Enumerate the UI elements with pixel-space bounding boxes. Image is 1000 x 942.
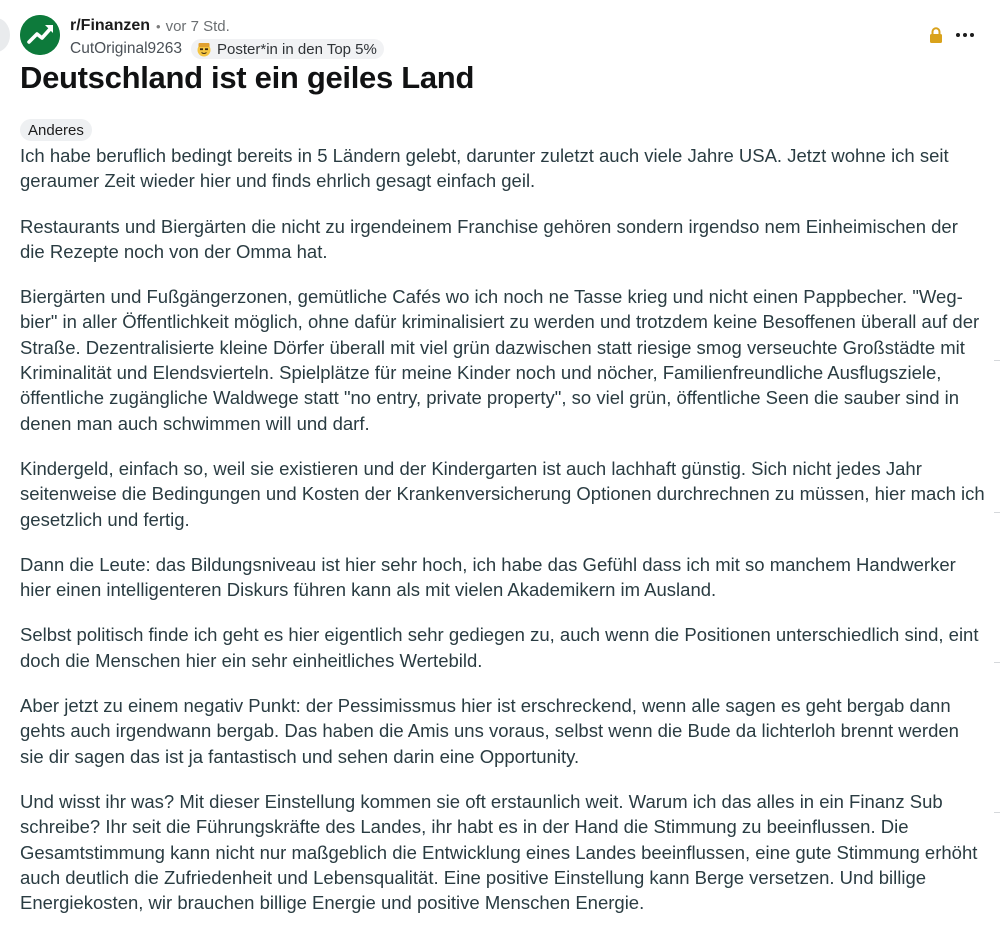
author-link[interactable]: CutOriginal9263 <box>70 40 183 57</box>
post-paragraph: Ich habe beruflich bedingt bereits in 5 Ländern gelebt, darunter zuletzt auch viele Jahre USA. Jetzt wohne ich seit geraumer Zeit wieder hier und finds ehrlich gesagt einfach geil. <box>20 145 949 192</box>
lock-icon <box>929 27 943 43</box>
post-title: Deutschland ist ein geiles Land <box>20 60 475 95</box>
post-paragraph: Selbst politisch finde ich geht es hier eigentlich sehr gediegen zu, auch wenn die Positionen unterschiedlich sind, eint doch die Menschen hier ein sehr einheitliches Wertebild. <box>20 624 979 671</box>
post-paragraph: Und wisst ihr was? Mit dieser Einstellung kommen sie oft erstaunlich weit. Warum ich das alles in ein Finanz Sub schreibe? Ihr seit die Führungskräfte des Landes, ihr habt es in der Hand die Stimmung zu beeinflussen. Die Gesamtstimmung kann nicht nur maßgeblich die Entwicklung eines Landes beeinflussen, eine gute Stimmung erhöht auch deutlich die Zufriedenheit und Lebensqualität. Eine positive Einstellung kann Berge versetzen. Und billige Energiekosten, wir brauchen billige Energie und positive Menschen Energie. <box>20 790 978 914</box>
more-options-icon[interactable] <box>954 24 976 46</box>
post-time: vor 7 Std. <box>165 17 230 35</box>
user-flair-badge <box>191 39 384 59</box>
post-paragraph: Aber jetzt zu einem negativ Punkt: der Pessimissmus hier ist erschreckend, wenn alle sagen es geht bergab dann gehts auch irgendwann bergab. Das haben die Amis uns voraus, selbst wenn die Bude da lichterloh brennt werden sie dir sagen das ist ja fantastisch und sehen darin eine Opportunity. <box>20 695 959 767</box>
user-flair-label: Poster*in in den Top 5% <box>217 40 377 58</box>
post-paragraph: Kindergeld, einfach so, weil sie existieren und der Kindergarten ist auch lachhaft günstig. Sich nicht jedes Jahr seitenweise die Bedingungen und Kosten der Krankenversicherung Optionen durchrechnen zu müssen, hier mach ich gesetzlich und fertig. <box>20 457 985 530</box>
post-body <box>20 143 985 935</box>
meta-separator: • <box>156 18 161 34</box>
post-paragraph: Biergärten und Fußgängerzonen, gemütliche Cafés wo ich noch ne Tasse krieg und nicht einen Pappbecher. "Weg-bier" in aller Öffentlichkeit möglich, ohne dafür kriminalisiert zu werden und trotzdem keine Besoffenen überall auf der Straße. Dezentralisierte kleine Dörfer überall mit viel grün dazwischen statt riesige smog verseuchte Großstädte mit Kriminalität und Elendsvierteln. Spielplätze für meine Kinder noch und nöcher, Familienfreundliche Ausflugsziele, öffentliche zugängliche Waldwege statt "no entry, private property", so viel grün, öffentliche Seen die sauber sind in denen man auch schwimmen will und darf. <box>20 286 980 434</box>
subreddit-logo-icon[interactable] <box>20 15 60 55</box>
subreddit-link[interactable]: r/Finanzen <box>70 17 151 34</box>
emoji-icon <box>196 41 212 57</box>
back-button[interactable] <box>0 18 10 52</box>
post-paragraph: Restaurants und Biergärten die nicht zu irgendeinem Franchise gehören sondern irgendso nem Einheimischen der die Rezepte noch von der Omma hat. <box>20 215 958 262</box>
post-meta <box>70 16 384 61</box>
post-paragraph: Dann die Leute: das Bildungsniveau ist hier sehr hoch, ich habe das Gefühl dass ich mit so manchem Handwerker hier einen intelligenteren Diskurs führen kann als mit vielen Akademikern im Ausland. <box>20 553 956 601</box>
post-flair[interactable]: Anderes <box>20 119 92 141</box>
